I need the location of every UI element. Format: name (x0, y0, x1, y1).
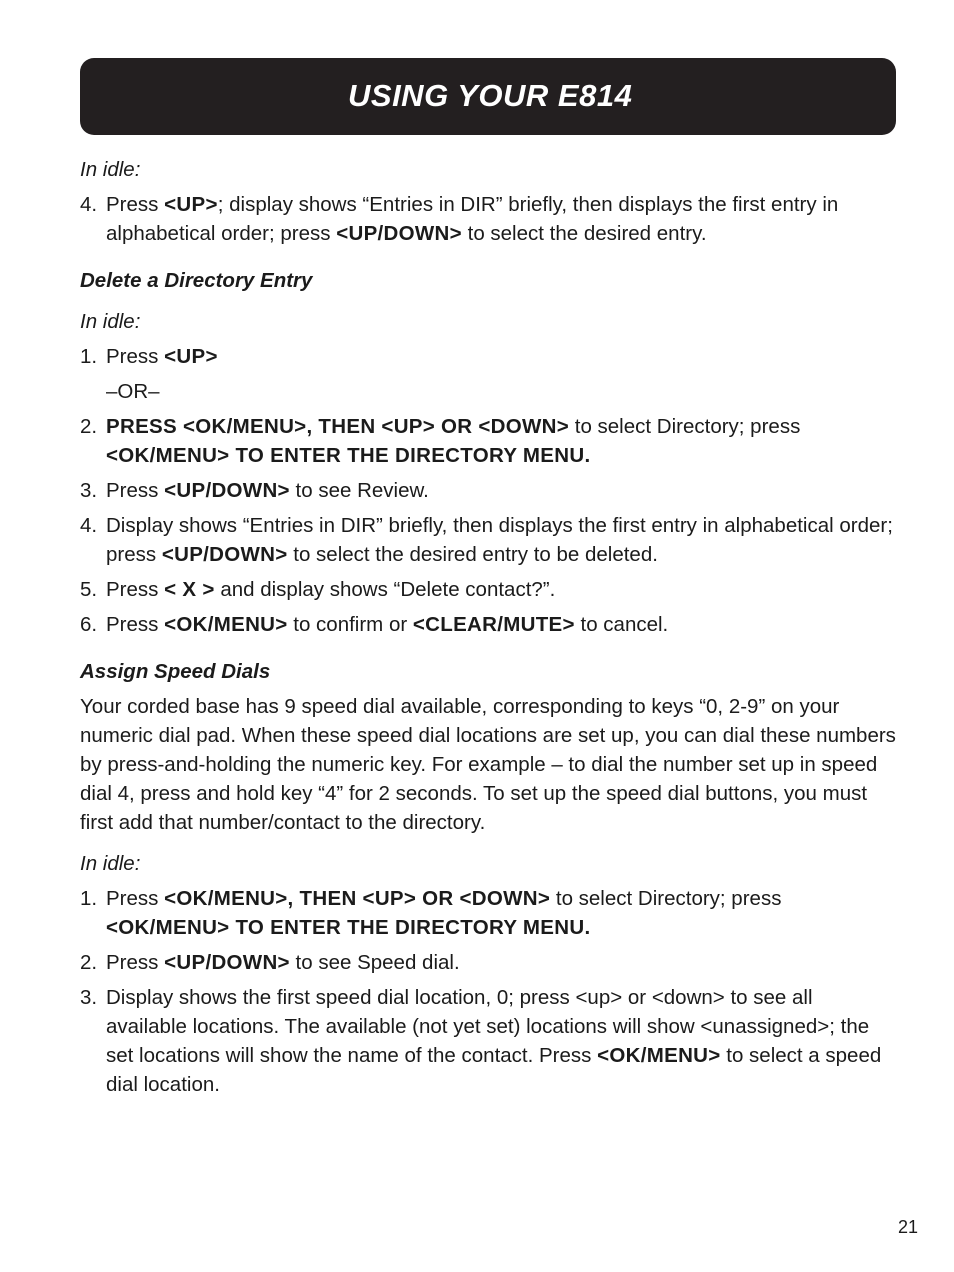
key-label: <OK/MENU>, THEN <UP> OR <DOWN> (164, 887, 551, 910)
step-text: to see Speed dial. (289, 951, 460, 974)
key-label: PRESS <OK/MENU>, THEN <UP> OR <DOWN> (106, 415, 570, 438)
in-idle-label: In idle: (80, 310, 141, 333)
step-number: 2. (80, 415, 98, 438)
step-text: Press (106, 479, 165, 502)
key-label: <OK/MENU> (597, 1044, 721, 1067)
key-label: <UP/DOWN> (164, 951, 290, 974)
key-label: < X > (164, 578, 215, 601)
key-label: <UP> (164, 193, 218, 216)
key-label: <OK/MENU> (164, 613, 288, 636)
step-text: to see Review. (289, 479, 429, 502)
key-label: <UP> (164, 345, 218, 368)
step-text: Display shows the first speed dial location, 0; press <up> or <down> to see all available locations. The available (not yet set) locations will show <unassigned>; the set locations will show the name of the contact. Press (106, 986, 870, 1067)
step-text: Press (106, 345, 165, 368)
in-idle-label: In idle: (80, 852, 141, 875)
speed-dial-heading: Assign Speed Dials (80, 660, 271, 683)
step-text: Press (106, 887, 165, 910)
key-label: <OK/MENU> TO ENTER THE DIRECTORY MENU. (106, 916, 591, 939)
step-number: 1. (80, 345, 98, 368)
step-item (80, 983, 898, 1099)
step-number: 5. (80, 578, 98, 601)
step-number: 4. (80, 193, 98, 216)
step-item (80, 342, 898, 371)
step-number: 2. (80, 951, 98, 974)
key-label: <UP/DOWN> (164, 479, 290, 502)
step-text: Press (106, 578, 165, 601)
step-text: to confirm or (287, 613, 413, 636)
section-header-bar (80, 58, 896, 135)
page-content (80, 155, 898, 1105)
in-idle-label: In idle: (80, 158, 141, 181)
key-label: <CLEAR/MUTE> (412, 613, 575, 636)
step-text: to select a speed dial location. (106, 1044, 882, 1096)
step-text: to select the desired entry. (461, 222, 707, 245)
step-text: to select the desired entry to be deleted. (287, 543, 658, 566)
key-label: <OK/MENU> TO ENTER THE DIRECTORY MENU. (106, 444, 591, 467)
key-label: <UP/DOWN> (336, 222, 462, 245)
step-text: and display shows “Delete contact?”. (214, 578, 556, 601)
step-item (80, 476, 898, 505)
step-item (80, 190, 898, 248)
step-number: 3. (80, 479, 98, 502)
step-item (80, 884, 898, 942)
section-title: USING YOUR E814 (348, 78, 633, 113)
step-text: Press (106, 613, 165, 636)
step-text: to cancel. (574, 613, 669, 636)
step-number: 3. (80, 986, 98, 1009)
page-number: 21 (898, 1217, 919, 1237)
step-text: Press (106, 193, 165, 216)
step-text: to select Directory; press (550, 887, 782, 910)
step-number: 6. (80, 613, 98, 636)
step-item (80, 511, 898, 569)
delete-entry-heading: Delete a Directory Entry (80, 269, 313, 292)
speed-dial-paragraph: Your corded base has 9 speed dial available, corresponding to keys “0, 2-9” on your numeric dial pad. When these speed dial locations are set up, you can dial these numbers by press-and-holding the numeric key. For example – to dial the number set up in speed dial 4, press and hold key “4” for 2 seconds. To set up the speed dial buttons, you must first add that number/contact to the directory. (80, 695, 896, 834)
step-text: to select Directory; press (569, 415, 801, 438)
step-number: 1. (80, 887, 98, 910)
step-item (80, 948, 898, 977)
step-number: 4. (80, 514, 98, 537)
step-item (80, 610, 898, 639)
step-text: ; display shows “Entries in DIR” briefly, then displays the first entry in alphabetical order; press (106, 193, 839, 245)
key-label: <UP/DOWN> (161, 543, 288, 566)
step-text: Display shows “Entries in DIR” briefly, then displays the first entry in alphabetical order; press (106, 514, 893, 566)
step-item (80, 412, 898, 470)
or-separator: –OR– (106, 380, 160, 403)
step-text: Press (106, 951, 165, 974)
step-item (80, 575, 898, 604)
